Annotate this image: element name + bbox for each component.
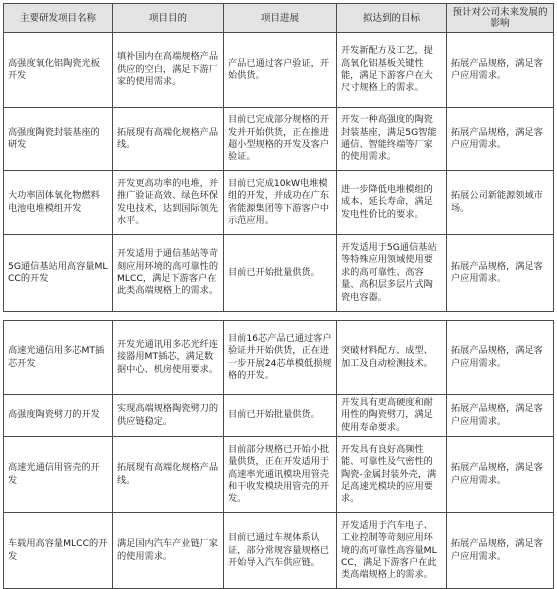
cell-progress: 目前已完成10kW电堆模组的开发，并成功在广东省能源集团等下游客户中示范应用。 [224,171,337,235]
table-row [4,437,554,513]
cell-purpose: 实现高端规格陶瓷劈刀的供应链稳定。 [113,395,224,437]
cell-project-name: 高速光通信用管壳的开发 [4,437,113,513]
table-row [4,33,554,108]
cell-impact: 拓展公司新能源领域市场。 [447,171,554,235]
table-row [4,235,554,312]
cell-project-name: 高速光通信用多芯MT插芯开发 [4,321,113,395]
cell-target: 开发具有更高硬度和耐用性的陶瓷劈刀，满足使用寿命要求。 [337,395,447,437]
cell-impact: 拓展产品规格，满足客户应用需求。 [447,437,554,513]
rd-projects-table-2 [3,320,554,589]
cell-purpose: 满足国内汽车产业链厂家的使用需求。 [113,513,224,589]
cell-project-name: 大功率固体氧化物燃料电池电堆模组开发 [4,171,113,235]
cell-progress: 产品已通过客户验证，开始供货。 [224,33,337,108]
cell-project-name: 5G通信基站用高容量MLCC的开发 [4,235,113,312]
table-row [4,513,554,589]
cell-purpose: 开发光通讯用多芯光纤连接器用MT插芯，满足数据中心、机房使用要求。 [113,321,224,395]
cell-project-name: 高强度陶瓷劈刀的开发 [4,395,113,437]
cell-target: 开发适用于5G通信基站等特殊应用领域使用要求的高可靠性、高容量、高积层多层片式陶瓷电容器。 [337,235,447,312]
cell-progress: 目前已开始批量供货。 [224,235,337,312]
cell-target: 进一步降低电堆模组的成本、延长寿命，满足发电性价比的要求。 [337,171,447,235]
header-target: 拟达到的目标 [337,4,447,33]
cell-target: 开发新配方及工艺，提高氧化铝基板关键性能，满足下游客户在大尺寸规格上的需求。 [337,33,447,108]
cell-impact: 拓展产品规格，满足客户应用需求。 [447,33,554,108]
cell-impact: 拓展产品规格，满足客户应用需求。 [447,321,554,395]
cell-impact: 拓展产品规格，满足客户应用需求。 [447,395,554,437]
cell-project-name: 高强度陶瓷封装基座的研发 [4,108,113,171]
header-project-name: 主要研发项目名称 [4,4,113,33]
cell-impact: 拓展产品规格，满足客户应用需求。 [447,235,554,312]
cell-target: 开发具有良好高频性能、可靠性及气密性的陶瓷-金属封装外壳，满足高速光模块的应用要求。 [337,437,447,513]
cell-project-name: 车载用高容量MLCC的开发 [4,513,113,589]
cell-progress: 目前已通过车规体系认证，部分常规容量规格已开始导入汽车供应链。 [224,513,337,589]
cell-progress: 目前已完成部分规格的开发并开始供货，正在推进超小型规格的开发及客户验证。 [224,108,337,171]
cell-target: 突破材料配方、成型、加工及自动检测技术。 [337,321,447,395]
cell-purpose: 开发适用于通信基站等苛刻应用环境的高可靠性的MLCC，满足下游客户在此类高端规格上的需求。 [113,235,224,312]
cell-purpose: 开发更高功率的电堆，并推广验证高效、绿色环保发电技术，达到国际领先水平。 [113,171,224,235]
cell-impact: 拓展产品规格，满足客户应用需求。 [447,513,554,589]
cell-progress: 目前部分规格已开始小批量供货，正在开发适用于高速率光通讯模块用管壳和干收发模块用管壳的开发。 [224,437,337,513]
cell-target: 开发适用于汽车电子、工业控制等苛刻应用环境的高可靠性高容量MLCC，满足下游客户在此类高端规格上的需求。 [337,513,447,589]
table-row [4,321,554,395]
cell-progress: 目前16芯产品已通过客户验证并开始供货，正在进一步开展24芯单模低损规格的开发。 [224,321,337,395]
cell-purpose: 拓展现有高端化规格产品线。 [113,108,224,171]
table-row [4,395,554,437]
rd-projects-table-1 [3,3,554,312]
table-row [4,108,554,171]
cell-target: 开发一种高强度的陶瓷封装基座，满足5G智能通信、智能终端等厂家的使用需求。 [337,108,447,171]
table-row [4,171,554,235]
cell-purpose: 填补国内在高端规格产品供应的空白，满足下游厂家的使用需求。 [113,33,224,108]
header-impact: 预计对公司未来发展的影响 [447,4,554,33]
table-header-row [4,4,554,33]
cell-impact: 拓展产品规格，满足客户应用需求。 [447,108,554,171]
cell-purpose: 拓展现有高端化规格产品线。 [113,437,224,513]
header-progress: 项目进展 [224,4,337,33]
cell-progress: 目前已开始批量供货。 [224,395,337,437]
cell-project-name: 高强度氧化铝陶瓷光板开发 [4,33,113,108]
header-purpose: 项目目的 [113,4,224,33]
